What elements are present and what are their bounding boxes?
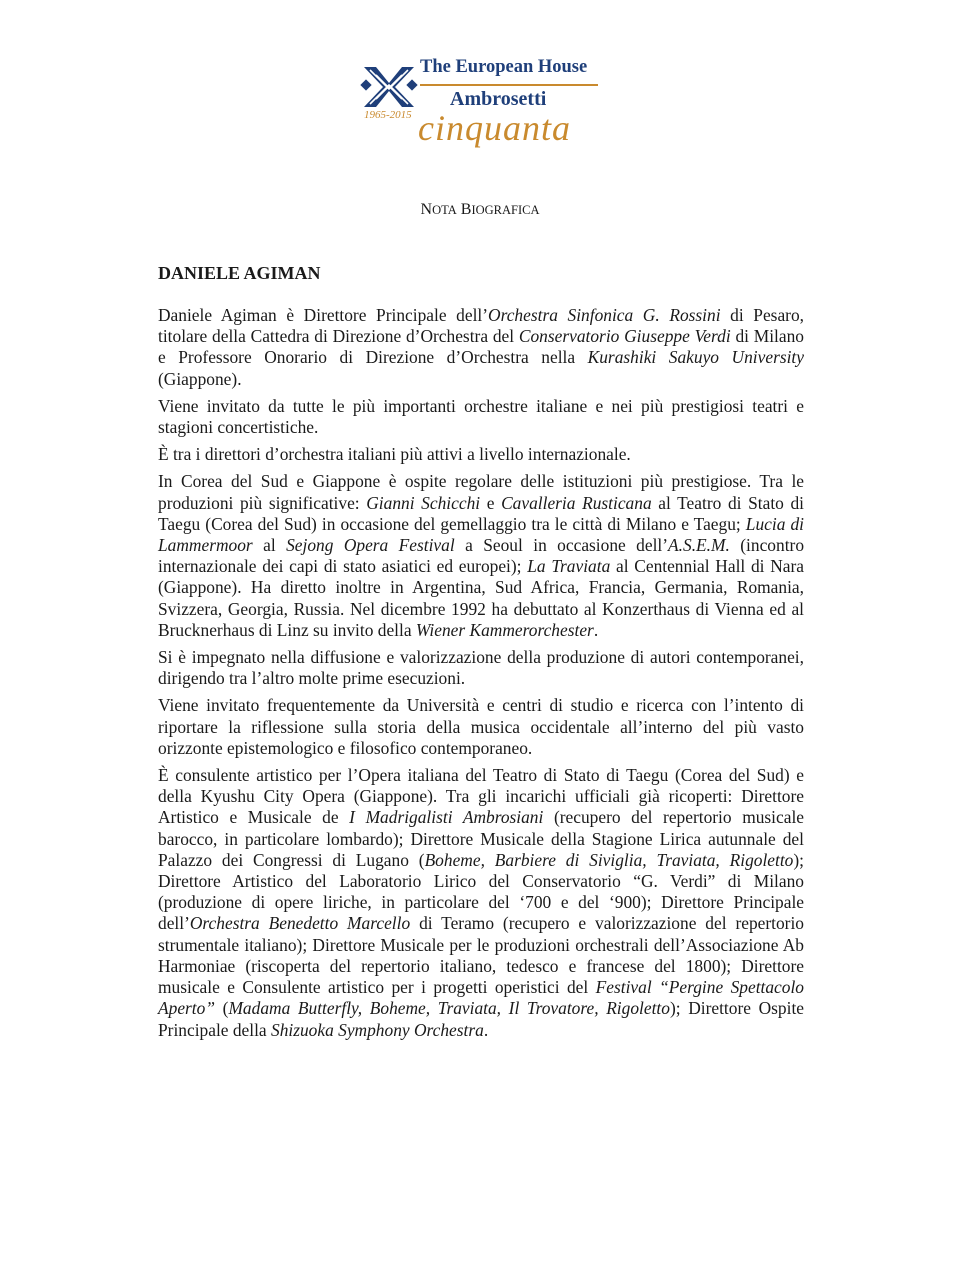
logo-script-text: cinquanta <box>418 108 571 148</box>
bio-paragraph-2: Viene invitato da tutte le più importanti orchestre italiane e nei più prestigiosi teatri e stagioni concertistiche. <box>158 395 804 438</box>
bio-paragraph-7: È consulente artistico per l’Opera italiana del Teatro di Stato di Taegu (Corea del Sud) e della Kyushu City Opera (Giappone). Tra gli incarichi ufficiali già ricoperti: Direttore Artistico e Musicale de I Madrigalisti Ambrosiani (recupero del repertorio musicale barocco, in particolare lombardo); Direttore Musicale della Stagione Lirica autunnale del Palazzo dei Congressi di Lugano (Boheme, Barbiere di Siviglia, Traviata, Rigoletto); Direttore Artistico del Laboratorio Lirico del Conservatorio “G. Verdi” di Milano (produzione di opere liriche, in particolare del ‘700 e del ‘900); Direttore Principale dell’Orchestra Benedetto Marcello di Teramo (recupero e valorizzazione del repertorio strumentale italiano); Direttore Musicale per le produzioni orchestrali dell’Associazione Ab Harmoniae (riscoperta del repertorio italiano, tedesco e francese del 1800); Direttore musicale e Consulente artistico per i progetti operistici del Festival “Pergine Spettacolo Aperto” (Madama Butterfly, Boheme, Traviata, Il Trovatore, Rigoletto); Direttore Ospite Principale della Shizuoka Symphony Orchestra. <box>158 765 805 1040</box>
logo-divider <box>420 84 598 86</box>
logo-company-line1: The European House <box>420 57 588 77</box>
document-title: NOTA BIOGRAFICA <box>420 201 540 218</box>
bio-paragraph-5: Si è impegnato nella diffusione e valorizzazione della produzione di autori contemporanei, dirigendo tra l’altro molte prime esecuzioni. <box>158 647 804 689</box>
bio-paragraph-6: Viene invitato frequentemente da Università e centri di studio e ricerca con l’intento di riportare la riflessione sulla storia della musica occidentale all’interno del più vasto orizzonte epistemologico e filosofico contemporaneo. <box>158 695 804 758</box>
bio-paragraph-4: In Corea del Sud e Giappone è ospite regolare delle istituzioni più prestigiose. Tra le produzioni più significative: Gianni Schicchi e Cavalleria Rusticana al Teatro di Stato di Taegu (Corea del Sud) in occasione del gemellaggio tra le città di Milano e Taegu; Lucia di Lammermoor al Sejong Opera Festival a Seoul in occasione dell’A.S.E.M. (incontro internazionale dei capi di stato asiatici ed europei); La Traviata al Centennial Hall di Nara (Giappone). Ha diretto inoltre in Argentina, Sud Africa, Francia, Germania, Romania, Svizzera, Georgia, Russia. Nel dicembre 1992 ha debuttato al Konzerthaus di Vienna ed al Brucknerhaus di Linz su invito della Wiener Kammerorchester. <box>158 471 805 640</box>
bio-paragraph-1: Daniele Agiman è Direttore Principale dell’Orchestra Sinfonica G. Rossini di Pesaro, titolare della Cattedra di Direzione d’Orchestra del Conservatorio Giuseppe Verdi di Milano e Professore Onorario di Direzione d’Orchestra nella Kurashiki Sakuyo University (Giappone). <box>158 305 804 389</box>
biography-body <box>158 305 804 1047</box>
ambrosetti-logo <box>360 55 610 160</box>
person-name: DANIELE AGIMAN <box>158 263 321 283</box>
logo-company-line2: Ambrosetti <box>450 88 547 110</box>
logo-years: 1965-2015 <box>364 109 412 121</box>
bio-paragraph-3: È tra i direttori d’orchestra italiani più attivi a livello internazionale. <box>158 444 631 465</box>
logo-emblem-icon <box>360 61 418 113</box>
